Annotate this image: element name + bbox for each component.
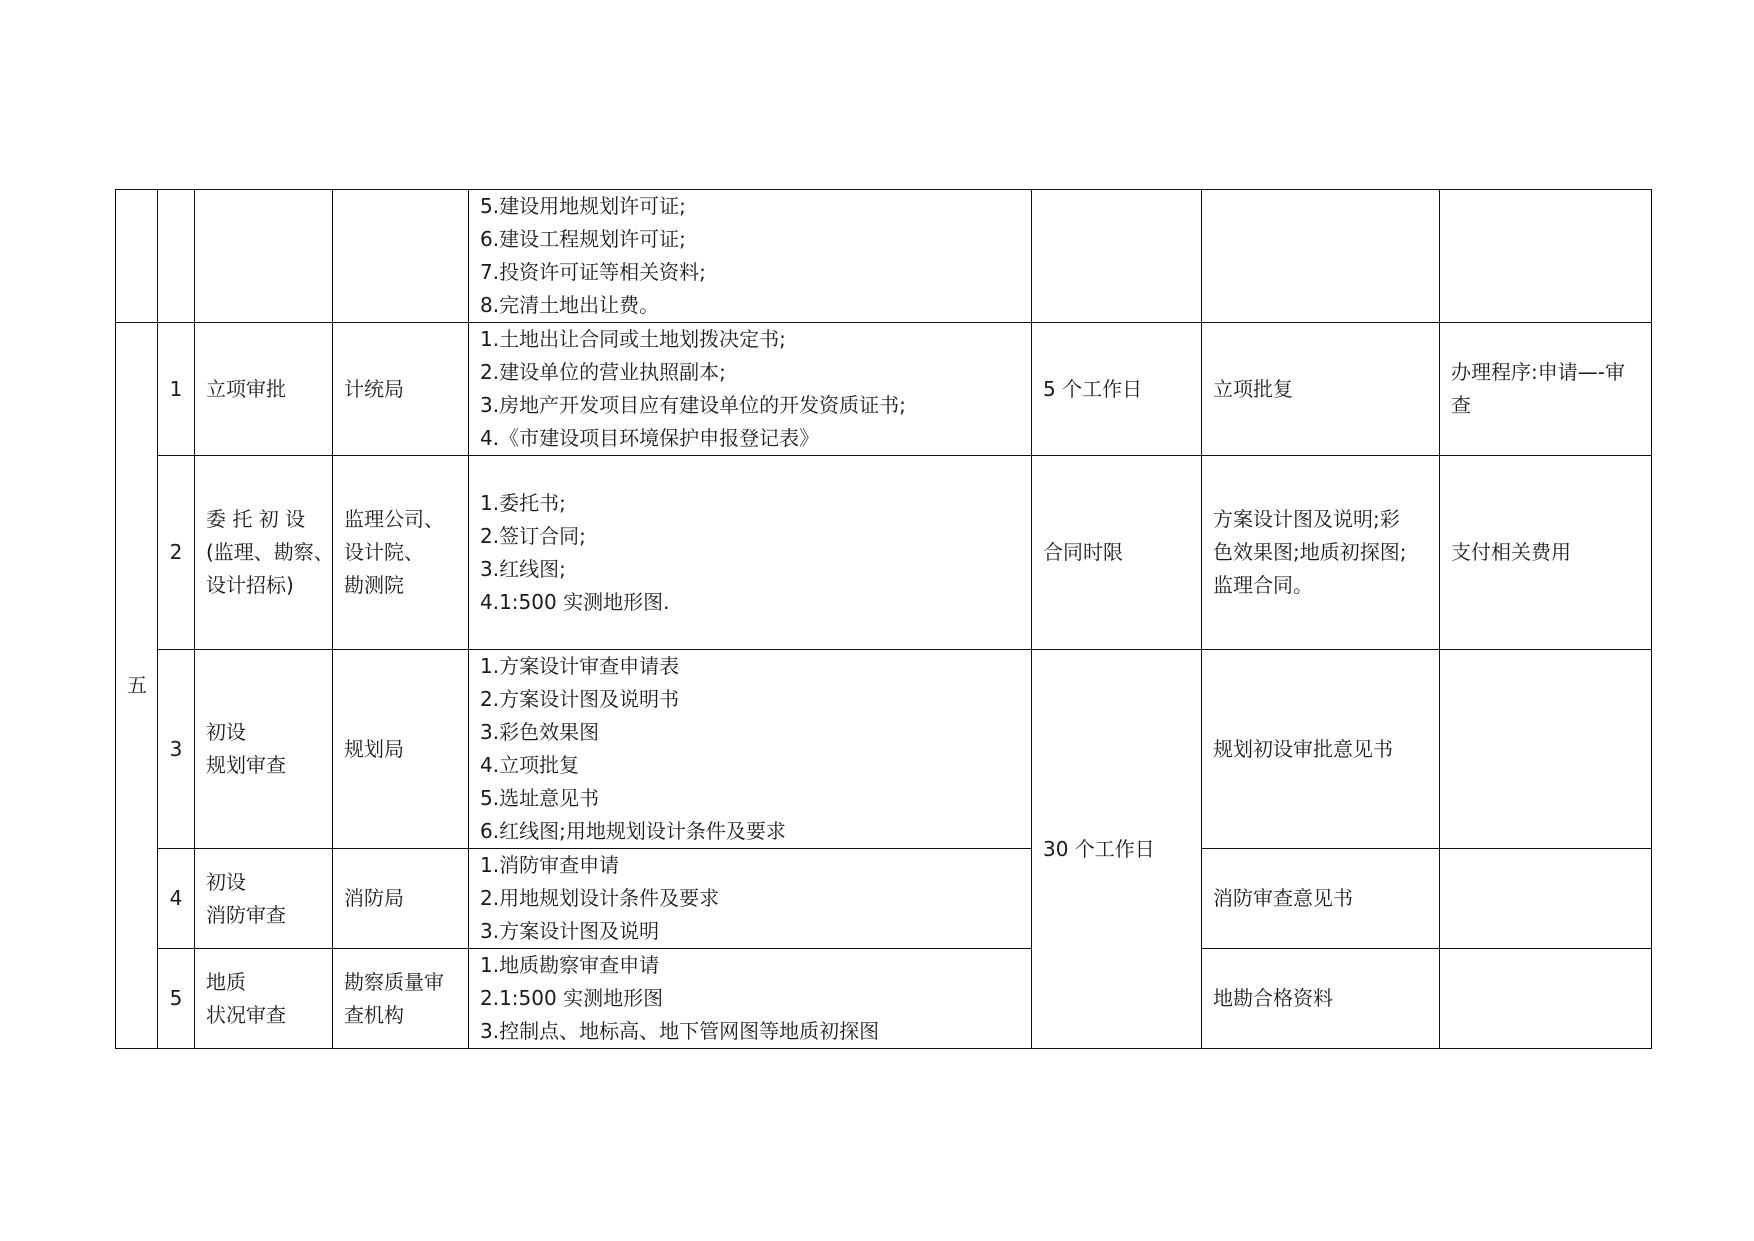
- dept-line: 设计院、: [344, 540, 424, 564]
- dept-line: 消防局: [344, 886, 404, 910]
- result-line: 立项批复: [1213, 376, 1293, 401]
- result-cell-empty: [1202, 190, 1440, 323]
- material-line: 1.土地出让合同或土地划拨决定书;: [480, 327, 786, 351]
- materials-cell: [469, 456, 1032, 650]
- dept-cell: [333, 456, 469, 650]
- material-line: 2.用地规划设计条件及要求: [480, 886, 720, 910]
- materials-cell: [469, 190, 1032, 323]
- item-cell: [195, 650, 333, 849]
- note-cell-empty: [1440, 949, 1652, 1049]
- time-cell: 合同时限: [1032, 456, 1202, 650]
- material-line: 6.红线图;用地规划设计条件及要求: [480, 819, 786, 843]
- note-cell-empty: [1440, 650, 1652, 849]
- result-cell: [1202, 949, 1440, 1049]
- material-line: 2.建设单位的营业执照副本;: [480, 360, 726, 384]
- material-line: 2.1:500 实测地形图: [480, 986, 664, 1010]
- material-line: 1.委托书;: [480, 490, 566, 515]
- approval-procedure-table: [115, 189, 1652, 1049]
- result-cell: [1202, 849, 1440, 949]
- item-line: 消防审查: [206, 902, 286, 927]
- item-line: 初设: [206, 720, 246, 744]
- materials-cell: [469, 849, 1032, 949]
- materials-cell: [469, 650, 1032, 849]
- dept-cell: [333, 849, 469, 949]
- note-line: 办理程序:申请—-审: [1451, 360, 1625, 384]
- time-cell-empty: [1032, 190, 1202, 323]
- material-line: 7.投资许可证等相关资料;: [480, 260, 706, 284]
- row-number: 1: [158, 323, 195, 456]
- material-line: 1.地质勘察审查申请: [480, 953, 660, 977]
- dept-line: 勘察质量审: [344, 969, 444, 994]
- dept-cell: [333, 949, 469, 1049]
- row-number: 3: [158, 650, 195, 849]
- note-line: 查: [1451, 393, 1471, 417]
- row-number: 2: [158, 456, 195, 650]
- materials-cell: [469, 323, 1032, 456]
- dept-cell: [333, 650, 469, 849]
- item-line: 设计招标): [206, 573, 294, 597]
- material-line: 4.1:500 实测地形图.: [480, 589, 670, 614]
- result-line: 色效果图;地质初探图;: [1213, 540, 1407, 564]
- result-cell: [1202, 456, 1440, 650]
- materials-cell: [469, 949, 1032, 1049]
- item-cell: [195, 323, 333, 456]
- material-line: 4.立项批复: [480, 753, 580, 777]
- material-line: 5.选址意见书: [480, 786, 600, 810]
- time-cell: 30 个工作日: [1032, 650, 1202, 1049]
- dept-cell: [333, 323, 469, 456]
- note-cell-empty: [1440, 849, 1652, 949]
- table-row-continued: [116, 190, 1652, 323]
- table-row: [116, 456, 1652, 650]
- material-line: 4.《市建设项目环境保护申报登记表》: [480, 426, 820, 450]
- item-cell: [195, 456, 333, 650]
- section-label: 五: [116, 323, 158, 1049]
- num-cell-empty: [158, 190, 195, 323]
- item-cell-empty: [195, 190, 333, 323]
- dept-line: 查机构: [344, 1002, 404, 1027]
- note-cell-empty: [1440, 190, 1652, 323]
- material-line: 8.完清土地出让费。: [480, 293, 660, 317]
- dept-cell-empty: [333, 190, 469, 323]
- item-cell: [195, 849, 333, 949]
- result-line: 监理合同。: [1213, 573, 1313, 597]
- table-row: [116, 650, 1652, 849]
- material-line: 3.房地产开发项目应有建设单位的开发资质证书;: [480, 393, 906, 417]
- material-line: 2.方案设计图及说明书: [480, 687, 680, 711]
- result-line: 方案设计图及说明;彩: [1213, 507, 1400, 531]
- result-line: 规划初设审批意见书: [1213, 736, 1393, 761]
- item-line: 立项审批: [206, 376, 286, 401]
- material-line: 1.消防审查申请: [480, 853, 620, 877]
- item-line: 状况审查: [206, 1002, 286, 1027]
- table-row: [116, 849, 1652, 949]
- material-line: 2.签订合同;: [480, 523, 586, 548]
- item-line: 地质: [206, 969, 246, 994]
- item-line: 委 托 初 设: [206, 507, 306, 531]
- row-number: 4: [158, 849, 195, 949]
- item-line: 初设: [206, 869, 246, 894]
- dept-line: 规划局: [344, 736, 404, 761]
- material-line: 3.控制点、地标高、地下管网图等地质初探图: [480, 1019, 880, 1043]
- dept-line: 计统局: [344, 376, 404, 401]
- material-line: 3.红线图;: [480, 556, 566, 581]
- result-line: 地勘合格资料: [1213, 986, 1333, 1010]
- note-cell: [1440, 323, 1652, 456]
- section-cell-empty: [116, 190, 158, 323]
- note-cell: [1440, 456, 1652, 650]
- material-line: 6.建设工程规划许可证;: [480, 227, 686, 251]
- material-line: 1.方案设计审查申请表: [480, 654, 680, 678]
- result-line: 消防审查意见书: [1213, 886, 1353, 910]
- material-line: 5.建设用地规划许可证;: [480, 194, 686, 218]
- dept-line: 监理公司、: [344, 507, 444, 531]
- item-line: (监理、勘察、: [206, 540, 334, 564]
- table-row: [116, 323, 1652, 456]
- material-line: 3.方案设计图及说明: [480, 919, 660, 943]
- material-line: 3.彩色效果图: [480, 720, 600, 744]
- item-cell: [195, 949, 333, 1049]
- row-number: 5: [158, 949, 195, 1049]
- time-cell: 5 个工作日: [1032, 323, 1202, 456]
- result-cell: [1202, 650, 1440, 849]
- result-cell: [1202, 323, 1440, 456]
- note-line: 支付相关费用: [1451, 540, 1571, 564]
- item-line: 规划审查: [206, 753, 286, 777]
- table-row: [116, 949, 1652, 1049]
- dept-line: 勘测院: [344, 573, 404, 597]
